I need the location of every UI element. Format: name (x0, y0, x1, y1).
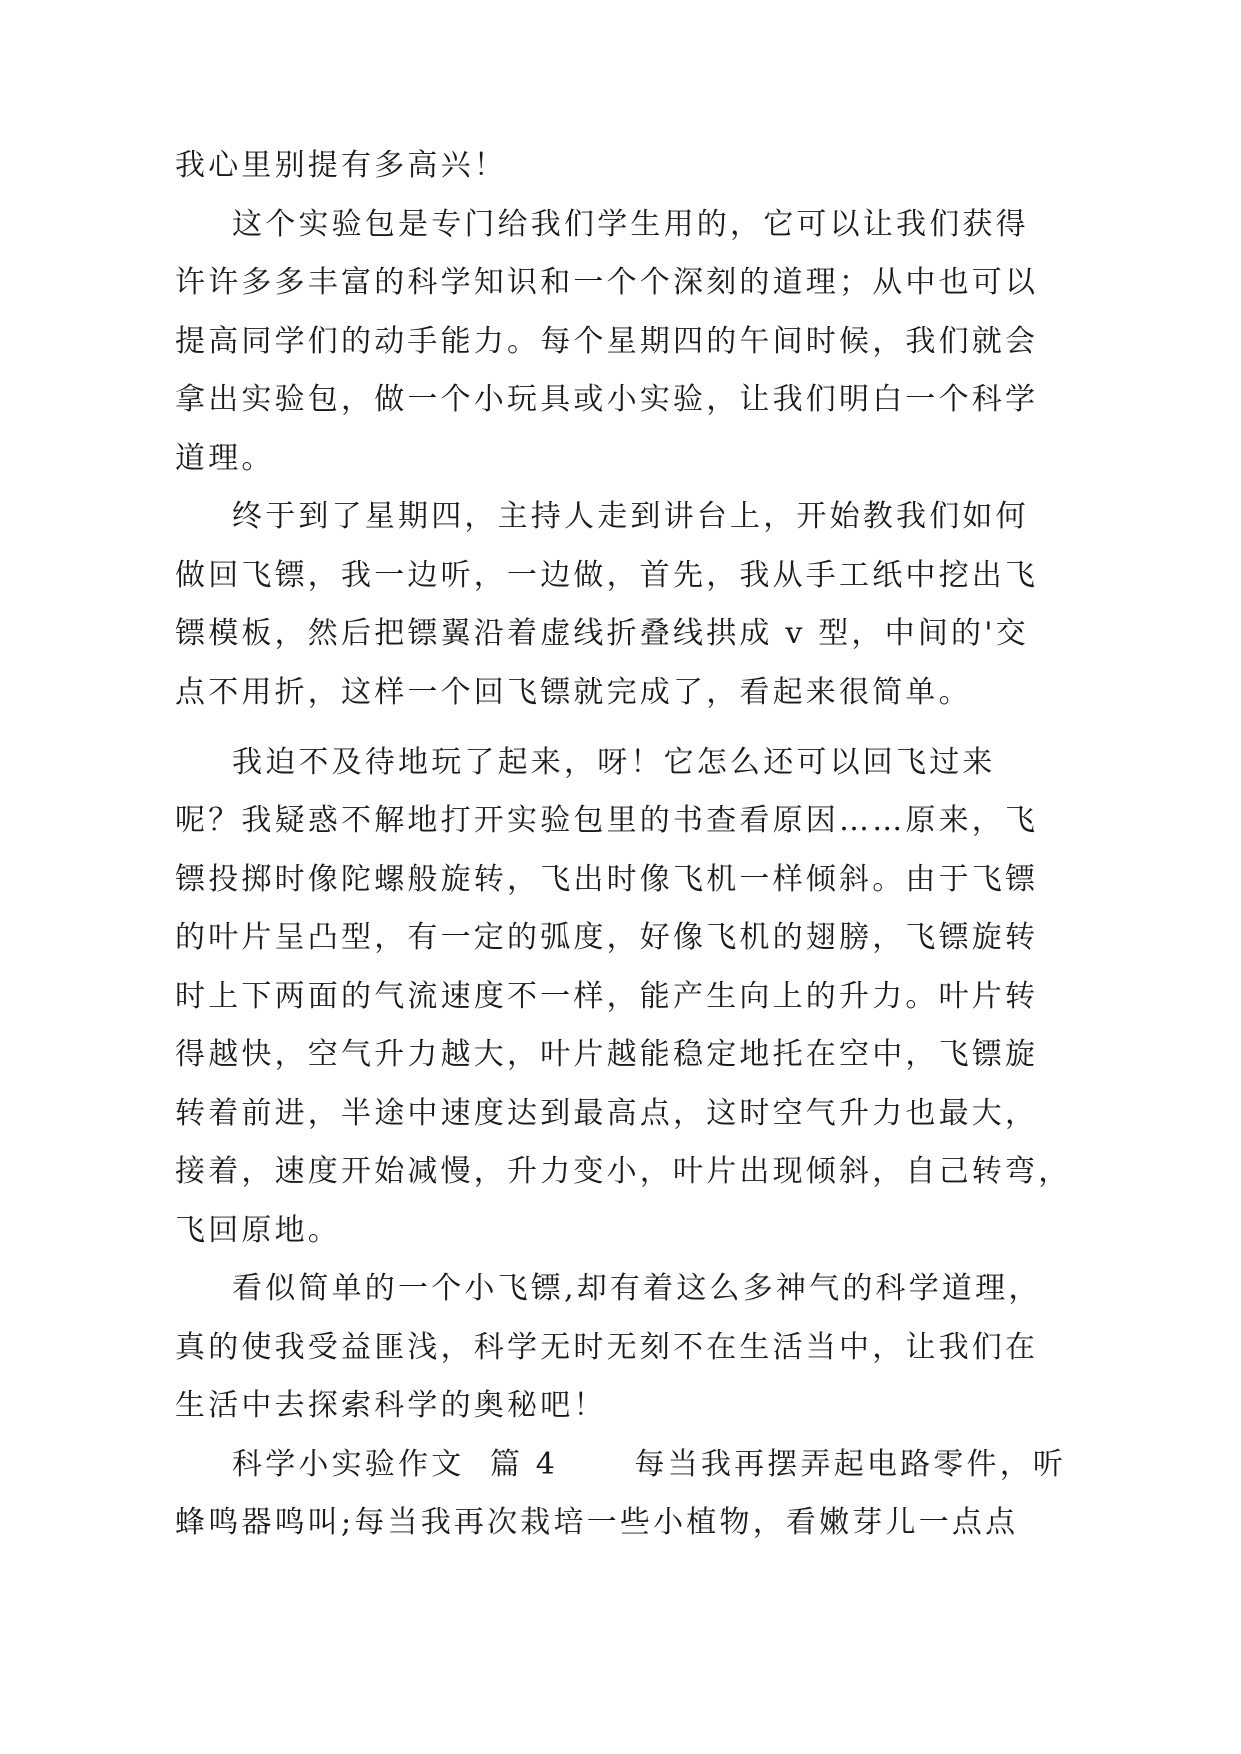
text-line: 道理。 (175, 441, 275, 476)
text-line: 终于到了星期四，主持人走到讲台上，开始教我们如何 (232, 499, 1029, 534)
text-line: 镖模板，然后把镖翼沿着虚线折叠线拱成 v 型，中间的'交 (175, 616, 1029, 651)
text-line: 真的使我受益匪浅，科学无时无刻不在生活当中，让我们在 (175, 1330, 1039, 1365)
text-line: 科学小实验作文 篇 4 每当我再摆弄起电路零件，听 (232, 1447, 1067, 1482)
text-line: 得越快，空气升力越大，叶片越能稳定地托在空中，飞镖旋 (175, 1037, 1039, 1072)
text-line: 我迫不及待地玩了起来，呀！它怎么还可以回飞过来 (232, 745, 996, 780)
text-line: 做回飞镖，我一边听，一边做，首先，我从手工纸中挖出飞 (175, 558, 1039, 593)
text-line: 这个实验包是专门给我们学生用的，它可以让我们获得 (232, 207, 1029, 242)
text-line: 接着，速度开始减慢，升力变小，叶片出现倾斜，自己转弯， (175, 1154, 1072, 1189)
text-line: 呢？我疑惑不解地打开实验包里的书查看原因……原来，飞 (175, 803, 1039, 838)
text-line: 提高同学们的动手能力。每个星期四的午间时候，我们就会 (175, 324, 1039, 359)
text-line: 时上下两面的气流速度不一样，能产生向上的升力。叶片转 (175, 979, 1039, 1014)
text-line: 拿出实验包，做一个小玩具或小实验，让我们明白一个科学 (175, 382, 1039, 417)
text-line: 蜂鸣器鸣叫;每当我再次栽培一些小植物，看嫩芽儿一点点 (175, 1505, 1019, 1540)
text-line: 许许多多丰富的科学知识和一个个深刻的道理；从中也可以 (175, 265, 1039, 300)
text-line: 看似简单的一个小飞镖,却有着这么多神气的科学道理， (232, 1271, 1042, 1306)
text-line: 生活中去探索科学的奥秘吧！ (175, 1388, 607, 1423)
text-line: 镖投掷时像陀螺般旋转，飞出时像飞机一样倾斜。由于飞镖 (175, 862, 1039, 897)
text-line: 我心里别提有多高兴！ (175, 148, 507, 183)
text-line: 转着前进，半途中速度达到最高点，这时空气升力也最大， (175, 1096, 1039, 1131)
text-line: 飞回原地。 (175, 1213, 341, 1248)
text-line: 的叶片呈凸型，有一定的弧度，好像飞机的翅膀，飞镖旋转 (175, 920, 1039, 955)
text-line: 点不用折，这样一个回飞镖就完成了，看起来很简单。 (175, 675, 972, 710)
